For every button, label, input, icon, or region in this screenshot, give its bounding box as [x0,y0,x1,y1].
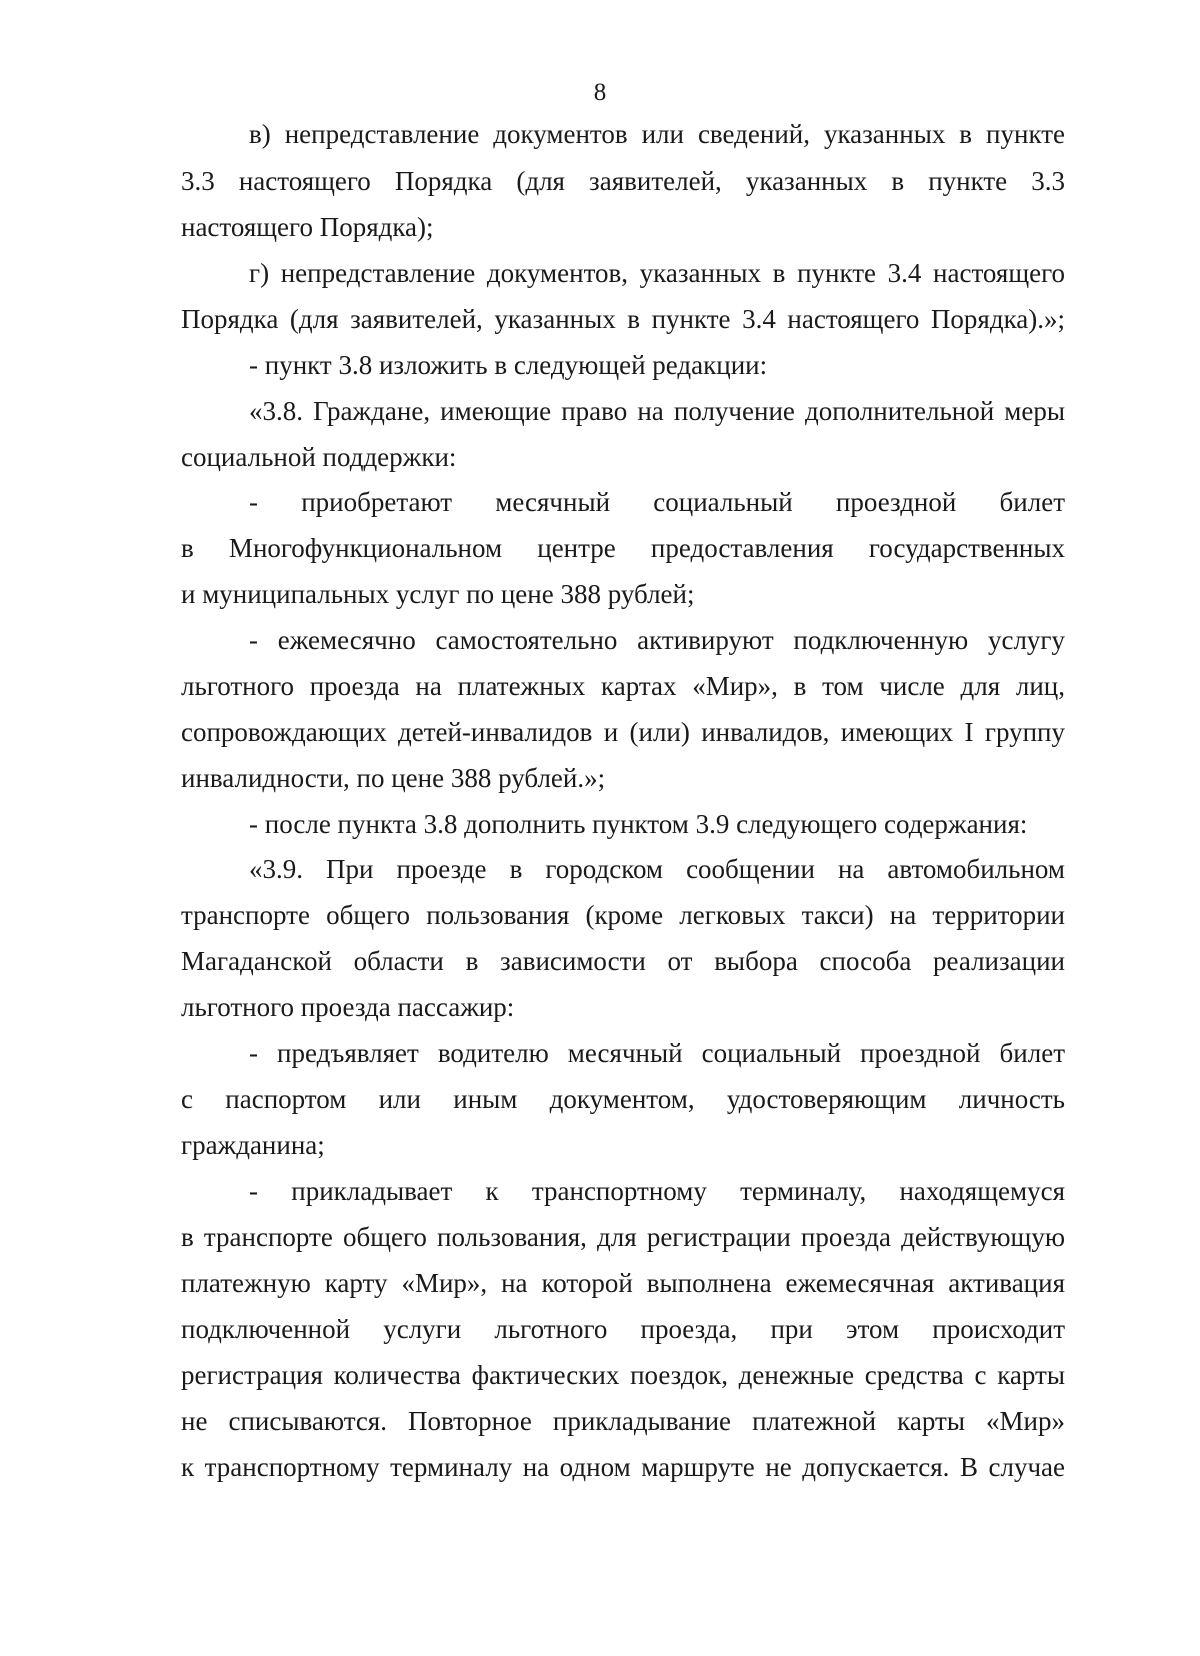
text-line: не списываются. Повторное прикладывание платежной карты «Мир» [181,1406,1065,1436]
text-line: настоящего Порядка); [181,212,434,242]
text-line: подключенной услуги льготного проезда, при этом происходит [181,1314,1065,1344]
text-line: льготного проезда пассажир: [181,992,515,1022]
text-line: платежную карту «Мир», на которой выполнена ежемесячная активация [181,1268,1065,1298]
text-line: сопровождающих детей-инвалидов и (или) инвалидов, имеющих I группу [181,717,1065,747]
text-line: в Многофункциональном центре предоставления государственных [181,533,1065,563]
text-line: - после пункта 3.8 дополнить пунктом 3.9 следующего содержания: [249,809,1028,839]
text-line: социальной поддержки: [181,442,457,472]
text-line: с паспортом или иным документом, удостоверяющим личность [181,1084,1065,1114]
text-line: - пункт 3.8 изложить в следующей редакции: [249,350,768,380]
text-line: транспорте общего пользования (кроме легковых такси) на территории [181,900,1065,930]
text-line: в) непредставление документов или сведений, указанных в пункте [249,119,1065,149]
text-line: гражданина; [181,1130,325,1160]
text-line: регистрация количества фактических поездок, денежные средства с карты [181,1360,1065,1390]
text-line: - ежемесячно самостоятельно активируют подключенную услугу [249,625,1065,655]
text-line: льготного проезда на платежных картах «Мир», в том числе для лиц, [181,671,1065,701]
text-line: - предъявляет водителю месячный социальный проездной билет [249,1038,1065,1068]
text-line: Магаданской области в зависимости от выбора способа реализации [181,946,1065,976]
text-line: к транспортному терминалу на одном маршруте не допускается. В случае [181,1452,1065,1482]
text-line: и муниципальных услуг по цене 388 рублей; [181,579,695,609]
text-line: «3.9. При проезде в городском сообщении на автомобильном [249,854,1065,884]
text-line: 3.3 настоящего Порядка (для заявителей, указанных в пункте 3.3 [181,166,1065,196]
text-line: инвалидности, по цене 388 рублей.»; [181,763,606,793]
text-line: г) непредставление документов, указанных в пункте 3.4 настоящего [249,258,1065,288]
text-line: в транспорте общего пользования, для регистрации проезда действующую [181,1222,1065,1252]
text-line: - приобретают месячный социальный проездной билет [249,487,1065,517]
text-line: «3.8. Граждане, имеющие право на получение дополнительной меры [249,396,1065,426]
text-line: Порядка (для заявителей, указанных в пункте 3.4 настоящего Порядка).»; [181,304,1065,334]
text-line: - прикладывает к транспортному терминалу, находящемуся [249,1176,1065,1206]
page-number: 8 [593,79,607,106]
